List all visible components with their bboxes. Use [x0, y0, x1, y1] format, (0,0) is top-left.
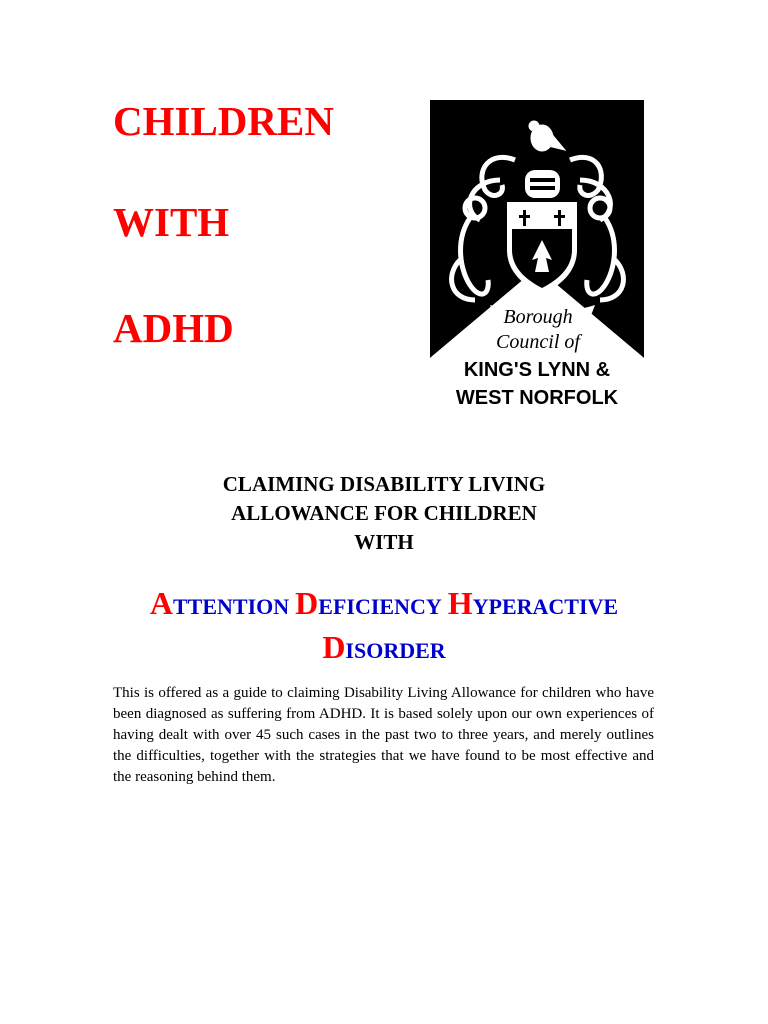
subtitle-line-3: WITH — [354, 530, 414, 554]
intro-paragraph: This is offered as a guide to claiming Disability Living Allowance for children who have been diagnosed as suffering from ADHD. It is based solely upon our own experiences of having dealt with over 45 such cases in the past two to three years, and merely outlines the difficulties, together with the strategies that we have found to be most effective and the reasoning behind them. — [113, 685, 654, 785]
word-disorder: DISORDER — [322, 629, 446, 665]
coat-of-arms-emblem — [430, 100, 644, 407]
word-attention: ATTENTION — [149, 585, 290, 621]
logo-text-borough: Borough — [503, 306, 573, 328]
adhd-full-name-heading — [84, 583, 684, 671]
word-hyperactive: HYPERACTIVE — [447, 585, 619, 621]
council-logo — [430, 100, 644, 407]
subtitle-line-2: ALLOWANCE FOR CHILDREN — [231, 501, 537, 525]
subtitle-heading — [134, 470, 634, 557]
title-line-with: WITH — [113, 199, 230, 245]
logo-text-kings-lynn: KING'S LYNN & — [463, 359, 611, 381]
logo-text-west-norfolk: WEST NORFOLK — [455, 387, 619, 407]
title-line-children: CHILDREN — [113, 98, 334, 144]
title-line-adhd: ADHD — [113, 305, 234, 351]
subtitle-line-1: CLAIMING DISABILITY LIVING — [222, 472, 546, 496]
logo-text-council-of: Council of — [496, 331, 580, 353]
word-deficiency: DEFICIENCY — [295, 585, 442, 621]
